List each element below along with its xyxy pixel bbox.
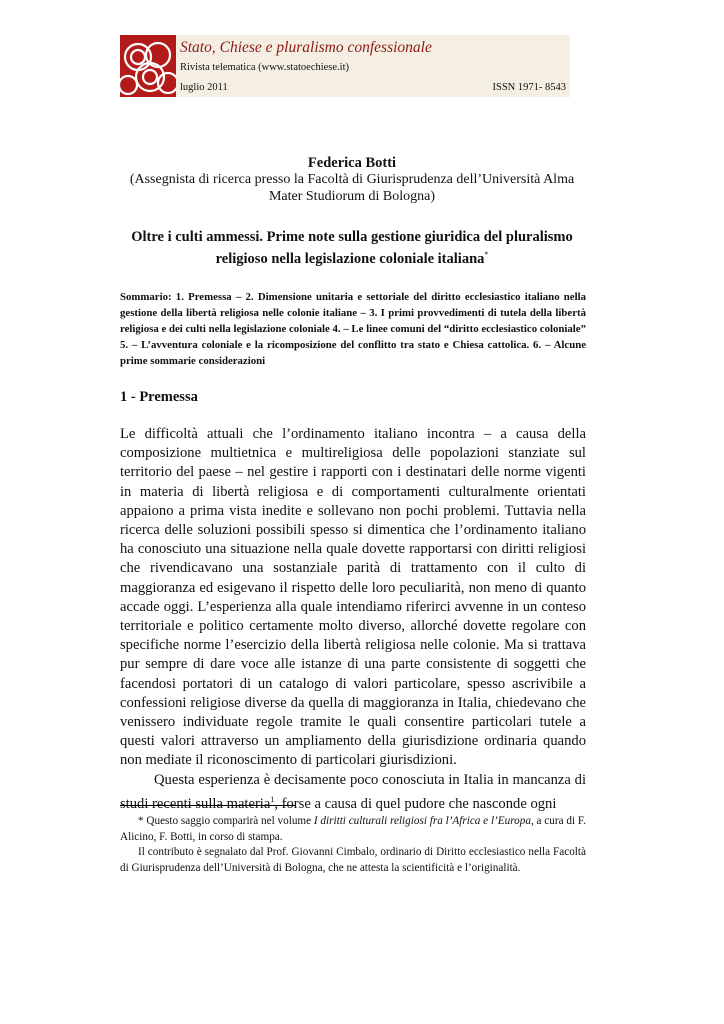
footnotes xyxy=(120,814,586,876)
article-title xyxy=(120,228,584,268)
footnote-star-end: , a cura di F. Alicino, F. Botti, in corso di stampa. xyxy=(120,815,586,843)
journal-header xyxy=(120,35,570,97)
footnote-ref-1: 1 xyxy=(270,794,275,804)
footnote-star xyxy=(120,814,586,845)
author-name: Federica Botti xyxy=(307,155,397,171)
paragraph-2 xyxy=(120,771,586,814)
footnote-book-title: I diritti culturali religiosi fra l’Africa e l’Europa xyxy=(313,815,531,827)
paragraph-2-continuation: , forse a causa di quel pudore che nasconde ogni xyxy=(274,795,557,812)
footnote-endorsement: Il contributo è segnalato dal Prof. Giovanni Cimbalo, ordinario di Diritto ecclesiastico nella Facoltà di Giurisprudenza dell’Università di Bologna, che ne attesta la scientificità e l’originalità. xyxy=(120,846,586,874)
journal-title: Stato, Chiese e pluralismo confessionale xyxy=(180,39,432,56)
footnote-star-text: * Questo saggio comparirà nel volume xyxy=(138,815,314,827)
footnote-divider xyxy=(120,805,296,806)
issn-number: ISSN 1971- 8543 xyxy=(492,82,566,93)
issue-date: luglio 2011 xyxy=(180,82,228,93)
paragraph-2-text: Questa esperienza è decisamente poco conosciuta in Italia in mancanza di studi recenti sulla materia xyxy=(120,771,586,812)
body-text xyxy=(120,425,586,814)
journal-subtitle: Rivista telematica (www.statoechiese.it) xyxy=(180,62,350,73)
journal-logo-icon xyxy=(120,35,176,97)
section-heading: 1 - Premessa xyxy=(120,389,198,405)
title-footnote-mark: * xyxy=(484,250,489,259)
author-affiliation: (Assegnista di ricerca presso la Facoltà di Giurisprudenza dell’Università Alma Mater Studiorum di Bologna) xyxy=(129,172,575,204)
paragraph-1: Le difficoltà attuali che l’ordinamento italiano incontra – a causa della composizione multietnica e multireligiosa delle popolazioni stanziate sul territorio del paese – nel gestire i rapporti con i destinatari delle norme vigenti in materia di libertà religiosa e di comportamenti culturalmente orientati appaiono a prima vista inedite e sollevano non pochi problemi. Tuttavia nella ricerca delle soluzioni possibili spesso si dimentica che l’ordinamento italiano ha conosciuto una situazione nella quale dovette rapportarsi con diritti religiosi che rivendicavano una sostanziale parità di trattamento con il culto di maggioranza ed esigevano il rispetto delle loro peculiarità, non meno di quanto accade oggi. L’esperienza alla quale intendiamo riferirci avvenne in un conteso territoriale e politico certamente molto diverso, allorché dovette regolare con specifiche norme l’esercizio della libertà religiosa nelle colonie. Ma si trattava pur sempre di dare voce alle istanze di una parte consistente di soggetti che facendosi portatori di un catalogo di valori particolare, spesso ascrivibile a confessioni religiose diverse da quella di maggioranza in Italia, chiedevano che venissero individuate regole tramite le quali consentire particolari tutele a questi valori attraverso un ampliamento della giurisdizione ordinaria quando non mediate il riconoscimento di particolari giurisdizioni. xyxy=(120,426,586,769)
article-title-text: Oltre i culti ammessi. Prime note sulla gestione giuridica del pluralismo religioso nella legislazione coloniale italiana xyxy=(131,229,573,267)
summary: Sommario: 1. Premessa – 2. Dimensione unitaria e settoriale del diritto ecclesiastico italiano nella gestione della libertà religiosa nelle colonie italiane – 3. I primi provvedimenti di tutela della libertà religiosa e dei culti nella legislazione coloniale 4. – Le linee comuni del “diritto ecclesiastico coloniale” 5. – L’avventura coloniale e la ricomposizione del conflitto tra stato e Chiesa cattolica. 6. – Alcune prime sommarie considerazioni xyxy=(120,291,586,367)
